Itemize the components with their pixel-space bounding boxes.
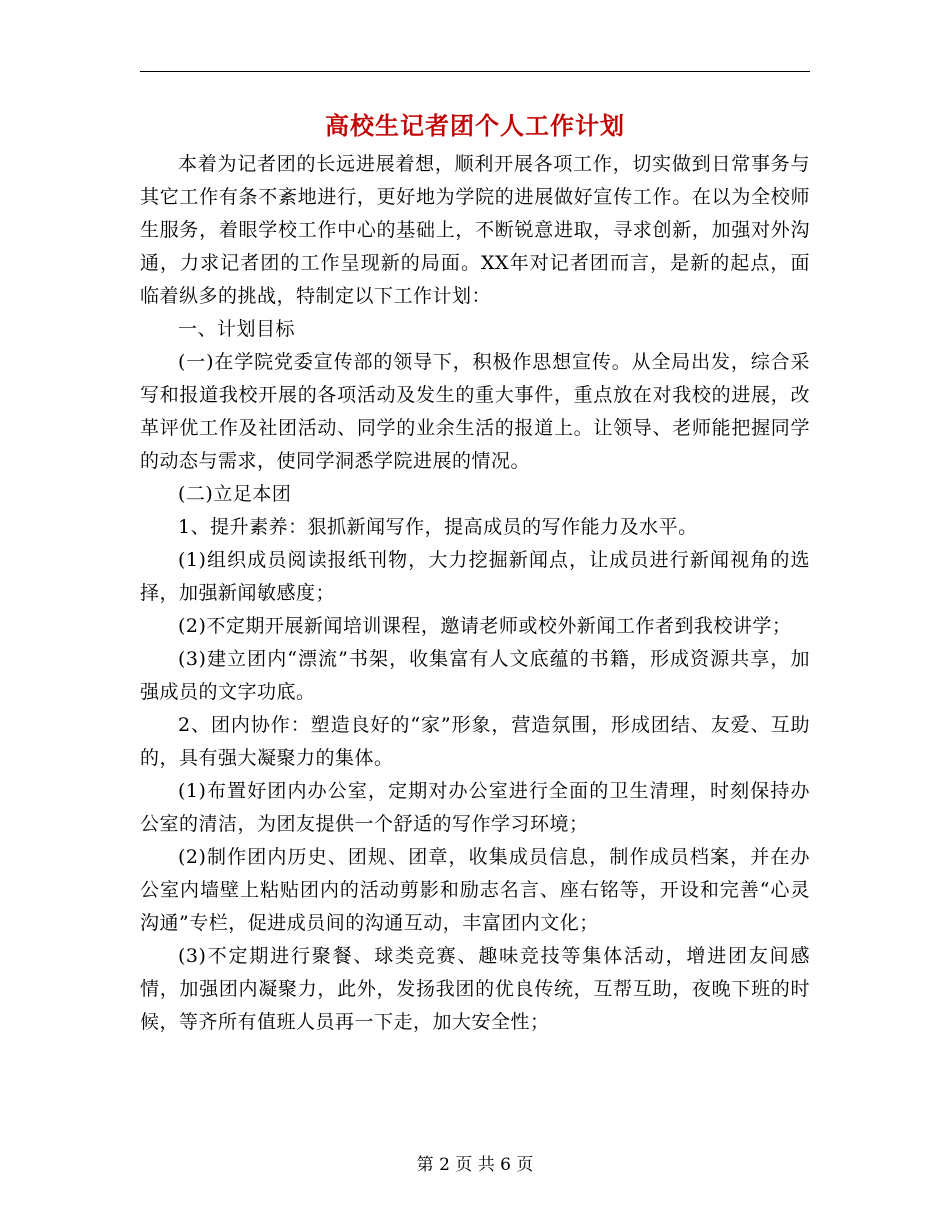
paragraph-team-collaboration: 2、团内协作：塑造良好的“家”形象，营造氛围，形成团结、友爱、互助的，具有强大凝聚力的集体。 (140, 714, 810, 769)
paragraph-quality-item-1: (1)组织成员阅读报纸刊物，大力挖掘新闻点，让成员进行新闻视角的选择，加强新闻敏感度； (140, 549, 810, 604)
paragraph-intro: 本着为记者团的长远进展着想，顺利开展各项工作，切实做到日常事务与其它工作有条不紊地进行，更好地为学院的进展做好宣传工作。在以为全校师生服务，着眼学校工作中心的基础上，不断锐意进取，寻求创新，加强对外沟通，力求记者团的工作呈现新的局面。XX年对记者团而言，是新的起点，面临着纵多的挑战，特制定以下工作计划： (140, 153, 810, 307)
heading-based-on-team: (二)立足本团 (178, 483, 292, 505)
heading-plan-goals: 一、计划目标 (178, 318, 296, 340)
paragraph-quality-item-3: (3)建立团内“漂流”书架，收集富有人文底蕴的书籍，形成资源共享，加强成员的文字功底。 (140, 648, 810, 703)
paragraph-goal-1: (一)在学院党委宣传部的领导下，积极作思想宣传。从全局出发，综合采写和报道我校开展的各项活动及发生的重大事件，重点放在对我校的进展，改革评优工作及社团活动、同学的业余生活的报道上。让领导、老师能把握同学的动态与需求，使同学洞悉学院进展的情况。 (140, 351, 810, 472)
document-body (140, 148, 810, 1039)
page-indicator: 第 2 页 共 6 页 (416, 1155, 534, 1175)
paragraph-collab-item-2: (2)制作团内历史、团规、团章，收集成员信息，制作成员档案，并在办公室内墙壁上粘贴团内的活动剪影和励志名言、座右铭等，开设和完善“心灵沟通”专栏，促进成员间的沟通互动，丰富团内文化； (140, 846, 810, 934)
document-title: 高校生记者团个人工作计划 (325, 111, 625, 140)
paragraph-improve-quality: 1、提升素养：狠抓新闻写作，提高成员的写作能力及水平。 (178, 516, 698, 538)
paragraph-collab-item-3: (3)不定期进行聚餐、球类竞赛、趣味竞技等集体活动，增进团友间感情，加强团内凝聚力，此外，发扬我团的优良传统，互帮互助，夜晚下班的时候，等齐所有值班人员再一下走，加大安全性； (140, 945, 810, 1033)
paragraph-quality-item-2: (2)不定期开展新闻培训课程，邀请老师或校外新闻工作者到我校讲学； (178, 615, 792, 637)
header-rule (140, 71, 810, 72)
paragraph-collab-item-1: (1)布置好团内办公室，定期对办公室进行全面的卫生清理，时刻保持办公室的清洁，为团友提供一个舒适的写作学习环境； (140, 780, 810, 835)
